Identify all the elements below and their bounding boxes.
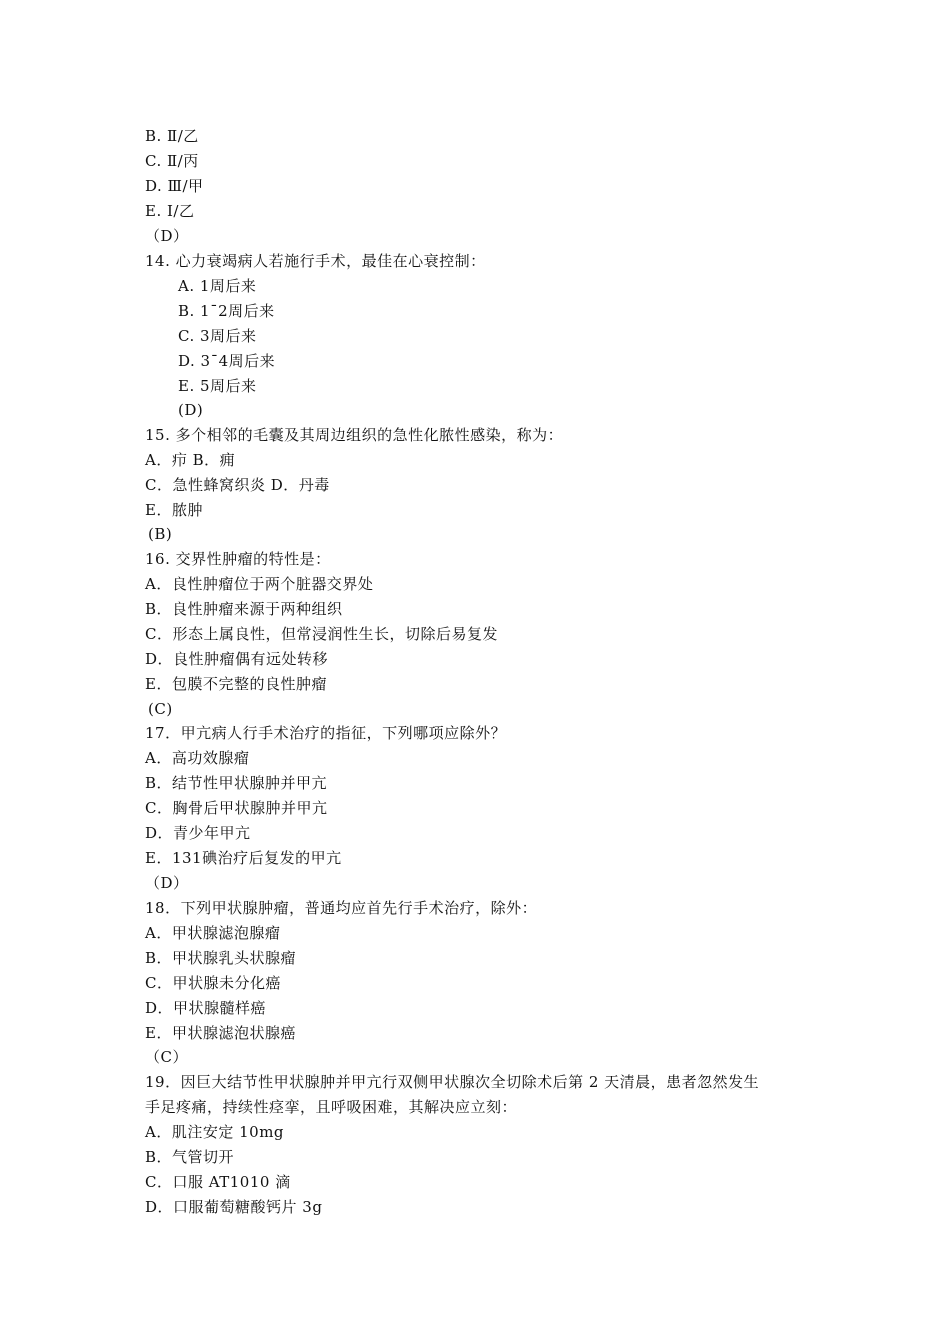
- option-a: A．肌注安定 10mg: [145, 1123, 285, 1141]
- option-a: A．良性肿瘤位于两个脏器交界处: [145, 575, 374, 593]
- option-c: C．形态上属良性，但常浸润性生长，切除后易复发: [145, 625, 498, 643]
- option-c: C．口服 AT1010 滴: [145, 1173, 291, 1191]
- question-19: 19．因巨大结节性甲状腺肿并甲亢行双侧甲状腺次全切除术后第 2 天清晨，患者忽然发生: [145, 1073, 760, 1091]
- option-c: C. 3周后来: [178, 327, 257, 345]
- option-e: E．包膜不完整的良性肿瘤: [145, 675, 327, 693]
- question-17: 17．甲亢病人行手术治疗的指征，下列哪项应除外？: [145, 724, 507, 742]
- question-14: 14. 心力衰竭病人若施行手术，最佳在心衰控制：: [145, 252, 486, 270]
- option-a: A．甲状腺滤泡腺瘤: [145, 924, 281, 942]
- option-b: B．良性肿瘤来源于两种组织: [145, 600, 343, 618]
- option-e: E．131碘治疗后复发的甲亢: [145, 849, 342, 867]
- option-d: D. Ⅲ/甲: [145, 177, 204, 195]
- option-d: D．甲状腺髓样癌: [145, 999, 267, 1017]
- option-b: B．甲状腺乳头状腺瘤: [145, 949, 297, 967]
- option-c: C．甲状腺未分化癌: [145, 974, 281, 992]
- option-e: E．脓肿: [145, 501, 203, 519]
- option-e: E．甲状腺滤泡状腺癌: [145, 1024, 296, 1042]
- answer: (B): [148, 525, 173, 543]
- question-15: 15. 多个相邻的毛囊及其周边组织的急性化脓性感染，称为：: [145, 426, 564, 444]
- option-d: D．口服葡萄糖酸钙片 3g: [145, 1198, 323, 1216]
- option-e: E. Ⅰ/乙: [145, 202, 195, 220]
- option-b: B. Ⅱ/乙: [145, 127, 199, 145]
- option-e: E. 5周后来: [178, 377, 257, 395]
- option-a-b: A．疖 B．痈: [145, 451, 236, 469]
- question-19-continued: 手足疼痛，持续性痉挛，且呼吸困难，其解决应立刻：: [145, 1098, 518, 1116]
- answer: （D）: [145, 227, 189, 245]
- answer: (D): [178, 401, 204, 419]
- answer: （C）: [145, 1048, 188, 1066]
- option-d: D．青少年甲亢: [145, 824, 251, 842]
- option-c: C. Ⅱ/丙: [145, 152, 199, 170]
- option-a: A. 1周后来: [178, 277, 257, 295]
- answer: （D）: [145, 874, 189, 892]
- option-a: A．高功效腺瘤: [145, 749, 250, 767]
- option-d: D．良性肿瘤偶有远处转移: [145, 650, 329, 668]
- option-d: D. 3¯4周后来: [178, 352, 276, 370]
- option-c: C．胸骨后甲状腺肿并甲亢: [145, 799, 328, 817]
- option-b: B. 1¯2周后来: [178, 302, 275, 320]
- option-b: B．气管切开: [145, 1148, 235, 1166]
- question-18: 18．下列甲状腺肿瘤，普通均应首先行手术治疗，除外：: [145, 899, 538, 917]
- option-c-d: C．急性蜂窝织炎 D．丹毒: [145, 476, 330, 494]
- question-16: 16. 交界性肿瘤的特性是：: [145, 550, 331, 568]
- option-b: B．结节性甲状腺肿并甲亢: [145, 774, 328, 792]
- answer: (C): [148, 700, 173, 718]
